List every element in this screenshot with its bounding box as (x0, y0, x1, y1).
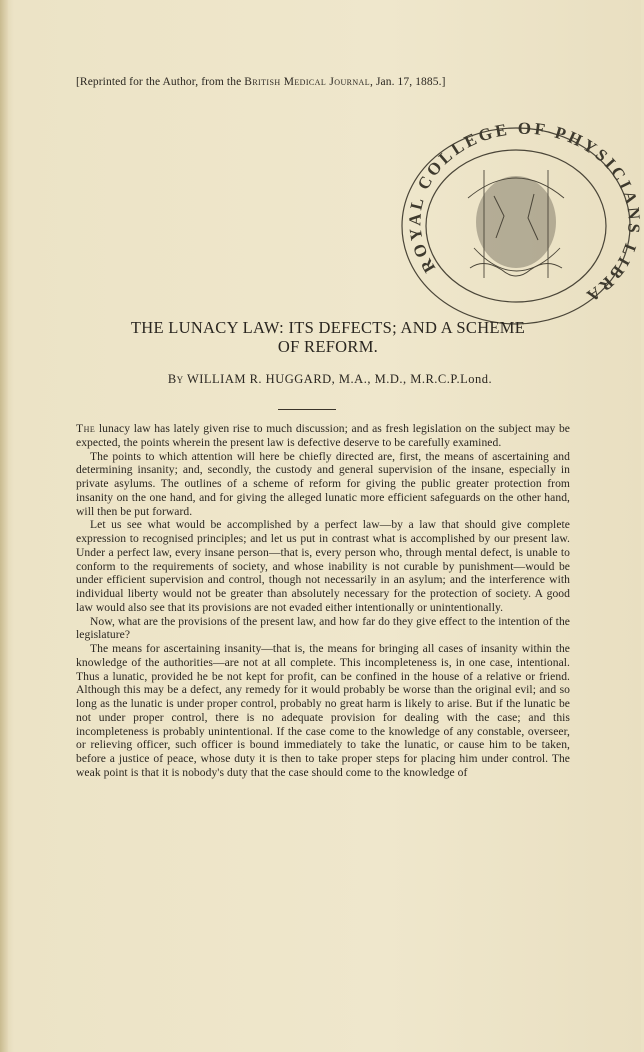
author-prefix: By (167, 372, 184, 386)
library-stamp (384, 118, 644, 328)
paragraph-2: The points to which attention will here be chiefly directed are, first, the means of ascertaining and determining insanity; and, secondly, the custody and general supervision of the insane, especially in private asylums. The outlines of a scheme of reform for giving the public greater protection from insanity on the one hand, and for giving the alleged lunatic more efficient safeguards on the other hand, will then be put forward. (76, 449, 570, 518)
reprint-notice (76, 76, 596, 88)
paragraph-5: The means for ascertaining insanity—that is, the means for bringing all cases of insanity within the knowledge of the authorities—are not at all complete. This incompleteness is, in one case, intentional. Thus a lunatic, provided he be not kept for profit, can be confined in the house of a relative or friend. Although this may be a defect, any remedy for it would probably be worse than the original evil; and so long as the lunatic is under proper control, probably no great harm is likely to arise. But if the lunatic be not under proper control, there is no adequate provision for dealing with the case; and this incompleteness is probably unintentional. If the case come to the knowledge of any constable, overseer, or relieving officer, such officer is bound immediately to take the lunatic, or cause him to be taken, before a justice of peace, whose duty it is then to take proper steps for placing him under control. The weak point is that it is nobody's duty that the case should come to the knowledge of (76, 642, 570, 779)
author-name: WILLIAM R. HUGGARD, M.A., M.D., M.R.C.P.Lond. (186, 372, 493, 386)
article-title (98, 318, 558, 356)
reprint-notice-pre: [Reprinted for the Author, from the (76, 76, 245, 88)
paragraph-4: Now, what are the provisions of the present law, and how far do they give effect to the intention of the legislature? (76, 614, 570, 642)
page-spine-shadow (0, 0, 8, 1052)
library-stamp-graphic (384, 118, 644, 328)
lead-word: The (76, 422, 96, 435)
author-line (110, 372, 550, 387)
paragraph-1 (76, 422, 570, 450)
reprint-notice-post: , Jan. 17, 1885.] (370, 76, 446, 88)
paragraph-3: Let us see what would be accomplished by a perfect law—by a law that should give complete expression to recognised principles; and let us put in contrast what is accomplished by our present law. Under a perfect law, every insane person—that is, every person who, through mental defect, is unable to conform to the requirements of society, and whose inability is not curable by punishment—would be under efficient supervision and control, though not necessarily in an asylum; and the interference with individual liberty would not be greater than absolutely necessary for the protection of society. A good law would also see that its provisions are not evaded either intentionally or unintentionally. (76, 518, 570, 614)
library-stamp-text: ROYAL COLLEGE OF PHYSICIANS LIBRA (405, 118, 644, 308)
title-line-2: OF REFORM. (277, 337, 379, 356)
journal-name: British Medical Journal (244, 76, 371, 88)
paragraph-1-text: lunacy law has lately given rise to much discussion; and as fresh legislation on the subject may be expected, the points wherein the present law is defective deserve to be carefully examined. (76, 422, 570, 449)
title-line-1: THE LUNACY LAW: ITS DEFECTS; AND A SCHEME (130, 318, 526, 337)
title-rule (278, 409, 336, 410)
article-body (76, 422, 570, 780)
